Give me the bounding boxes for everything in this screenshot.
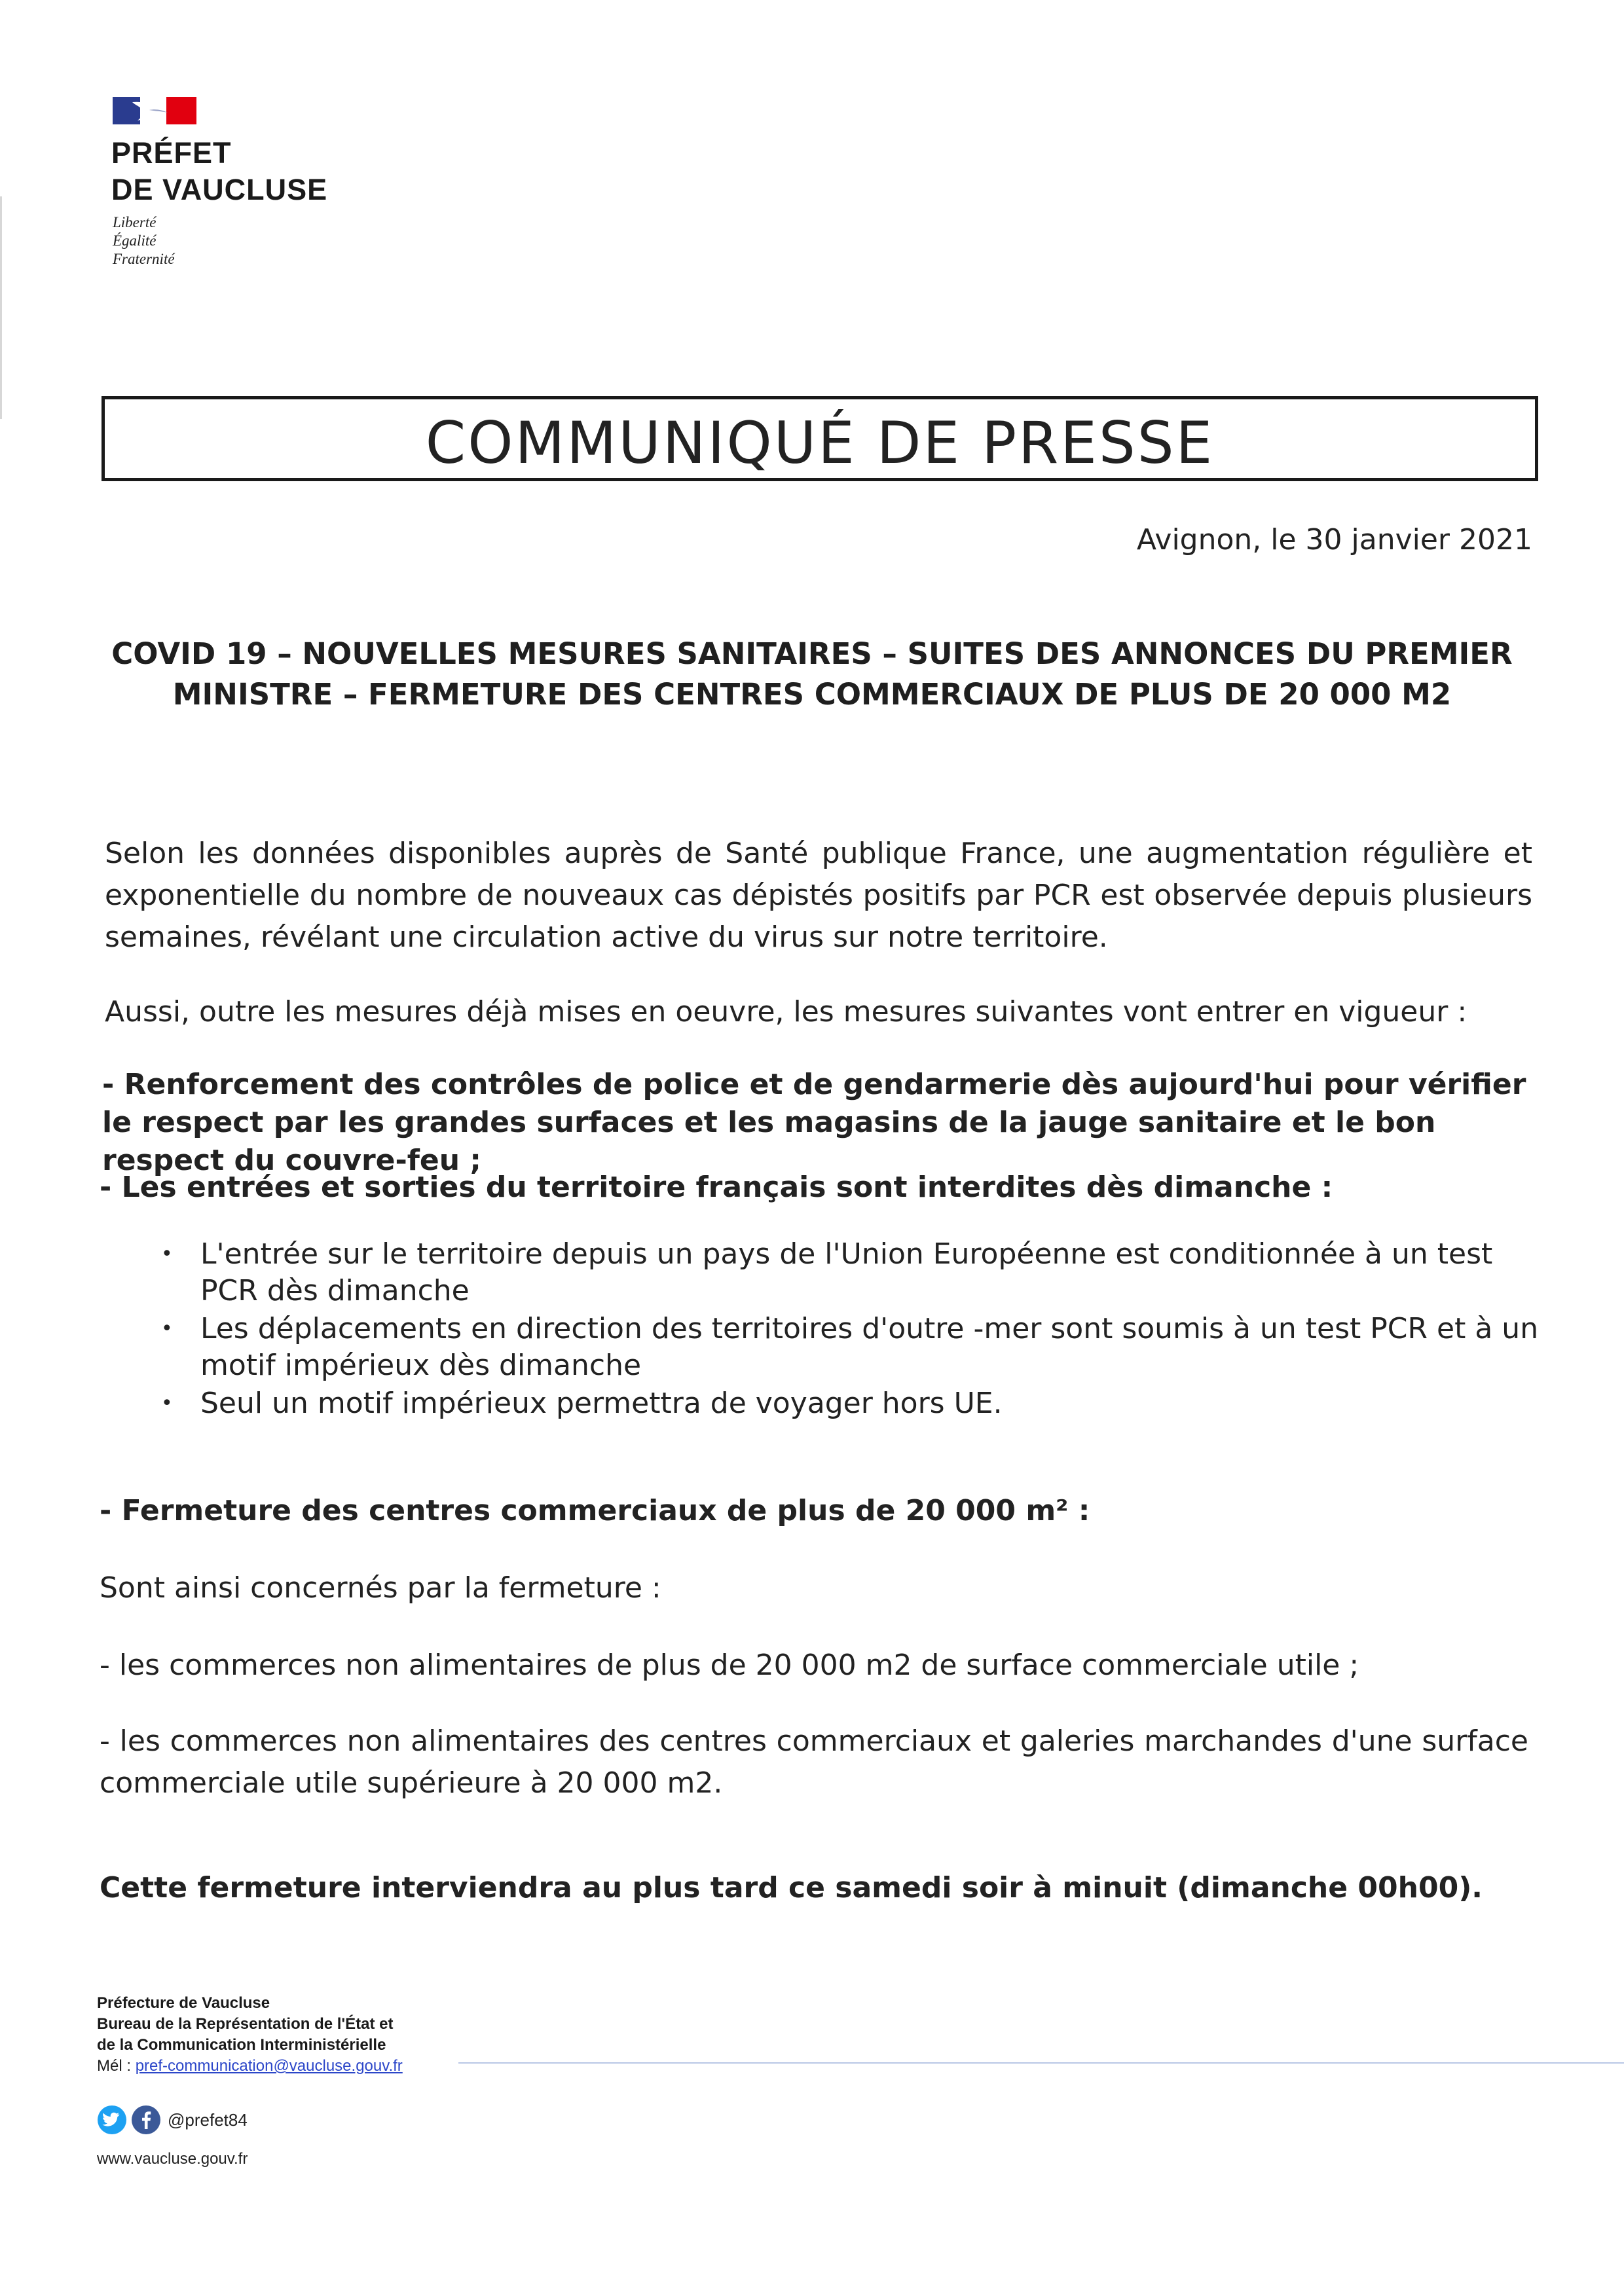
measure-fermeture: - Fermeture des centres commerciaux de plus de 20 000 m² :	[100, 1494, 1090, 1527]
list-item	[157, 1385, 1539, 1422]
bullet-icon: •	[161, 1243, 173, 1266]
logo-line-prefet: PRÉFET	[111, 136, 232, 170]
list-item-text: L'entrée sur le territoire depuis un pays de l'Union Européenne est conditionnée à un test PCR dès dimanche	[200, 1237, 1493, 1307]
list-item-text: Seul un motif impérieux permettra de voyager hors UE.	[200, 1387, 1003, 1420]
facebook-icon[interactable]	[131, 2105, 161, 2135]
headline-line-2: MINISTRE – FERMETURE DES CENTRES COMMERCIAUX DE PLUS DE 20 000 M2	[172, 677, 1452, 712]
footer-divider	[458, 2062, 1624, 2064]
motto-fraternite: Fraternité	[113, 251, 175, 267]
bullet-icon: •	[161, 1317, 173, 1340]
list-item	[157, 1311, 1539, 1384]
footer-org-line-1: Préfecture de Vaucluse	[97, 1994, 270, 2012]
footer-org-line-3: de la Communication Interministérielle	[97, 2036, 386, 2054]
intro-paragraph: Selon les données disponibles auprès de Santé publique France, une augmentation régulière et exponentielle du nombre de nouveaux cas dépistés positifs par PCR est observée depuis plusieurs semaines, révélant une circulation active du virus sur notre territoire.	[105, 837, 1532, 954]
list-item-text: Les déplacements en direction des territoires d'outre -mer sont soumis à un test PCR et à un motif impérieux dès dimanche	[200, 1312, 1539, 1382]
bullet-icon: •	[161, 1392, 173, 1415]
headline-line-1: COVID 19 – NOUVELLES MESURES SANITAIRES – SUITES DES ANNONCES DU PREMIER	[111, 636, 1513, 671]
footer-mel	[97, 2056, 403, 2077]
footer-org-line-2: Bureau de la Représentation de l'État et	[97, 2015, 394, 2033]
social-links	[97, 2102, 248, 2138]
commerces-item-1: - les commerces non alimentaires de plus de 20 000 m2 de surface commerciale utile ;	[100, 1649, 1359, 1682]
dateline: Avignon, le 30 janvier 2021	[1136, 523, 1532, 556]
logo-line-vaucluse: DE VAUCLUSE	[111, 173, 328, 206]
motto-egalite: Égalité	[113, 232, 157, 249]
aussi-paragraph: Aussi, outre les mesures déjà mises en oeuvre, les mesures suivantes vont entrer en vigueur :	[105, 995, 1467, 1029]
closing-statement: Cette fermeture interviendra au plus tard ce samedi soir à minuit (dimanche 00h00).	[100, 1871, 1483, 1904]
footer-organization	[97, 1993, 393, 2056]
twitter-icon[interactable]	[97, 2105, 127, 2135]
mel-email-link[interactable]: pref-communication@vaucluse.gouv.fr	[135, 2057, 403, 2075]
mel-label: Mél :	[97, 2057, 136, 2075]
concernes-paragraph: Sont ainsi concernés par la fermeture :	[100, 1571, 661, 1605]
title-box	[101, 396, 1538, 481]
prefet-logo-text	[111, 135, 327, 208]
website-link[interactable]: www.vaucluse.gouv.fr	[97, 2150, 248, 2168]
border-measures-list	[157, 1236, 1539, 1423]
republic-motto	[113, 213, 175, 268]
scan-margin-line	[0, 196, 2, 419]
list-item	[157, 1236, 1539, 1309]
marianne-flag-logo	[113, 97, 196, 124]
commerces-item-2: - les commerces non alimentaires des centres commerciaux et galeries marchandes d'une surface commerciale utile supérieure à 20 000 m2.	[100, 1724, 1528, 1800]
social-handle[interactable]: @prefet84	[168, 2109, 248, 2130]
measure-controles: - Renforcement des contrôles de police et de gendarmerie dès aujourd'hui pour vérifier le respect par les grandes surfaces et les magasins de la jauge sanitaire et le bon respect du couvre-feu ;	[102, 1068, 1526, 1177]
headline	[79, 634, 1545, 715]
measure-frontieres: - Les entrées et sorties du territoire français sont interdites dès dimanche :	[100, 1171, 1333, 1204]
motto-liberte: Liberté	[113, 214, 157, 230]
document-title: COMMUNIQUÉ DE PRESSE	[425, 409, 1215, 477]
